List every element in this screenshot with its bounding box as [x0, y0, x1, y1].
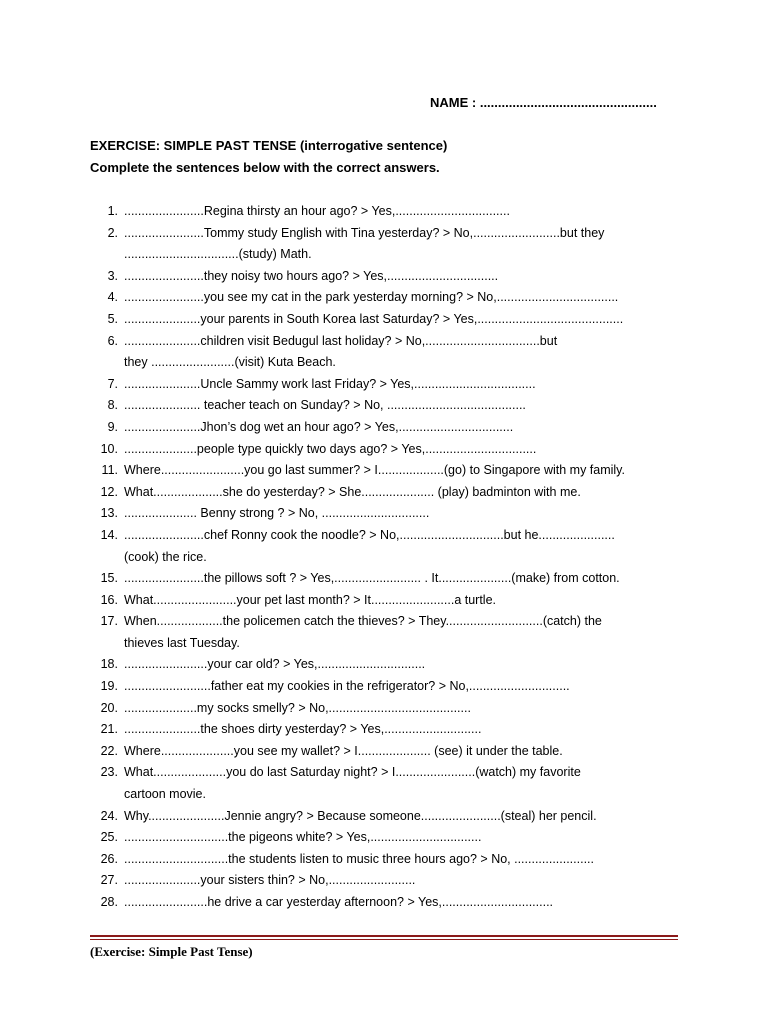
name-field-label: NAME : .................................................	[430, 95, 657, 110]
question-item	[0, 482, 768, 504]
question-item	[0, 590, 768, 612]
question-number: 16.	[100, 592, 118, 607]
question-item	[0, 698, 768, 720]
question-item	[0, 676, 768, 698]
question-item	[0, 654, 768, 676]
question-text: .......................you see my cat in the park yesterday morning? > No,...................................	[124, 290, 619, 305]
question-item	[0, 266, 768, 288]
question-item	[0, 611, 768, 654]
question-text: .........................father eat my cookies in the refrigerator? > No,.............................	[124, 679, 570, 694]
question-number: 23.	[100, 765, 118, 780]
question-item	[0, 870, 768, 892]
question-number: 1.	[107, 204, 118, 218]
question-item	[0, 849, 768, 871]
question-item	[0, 719, 768, 741]
question-number: 24.	[100, 808, 118, 823]
question-text: .......................Tommy study English with Tina yesterday? > No,.........................but they	[124, 225, 605, 240]
question-text: ......................Uncle Sammy work last Friday? > Yes,...................................	[124, 376, 536, 391]
question-text: .......................Regina thirsty an hour ago? > Yes,.................................	[124, 204, 510, 218]
question-number: 19.	[100, 679, 118, 694]
exercise-instruction: Complete the sentences below with the correct answers.	[90, 160, 440, 175]
question-text: .......................they noisy two hours ago? > Yes,................................	[124, 268, 499, 283]
question-list	[0, 201, 768, 914]
question-text: When...................the policemen catch the thieves? > They............................(catch) the	[124, 614, 602, 629]
question-text: .....................people type quickly two days ago? > Yes,................................	[124, 441, 537, 456]
question-text: ......................your sisters thin? > No,.........................	[124, 873, 416, 888]
question-text: Where.....................you see my wallet? > I..................... (see) it under the table.	[124, 743, 563, 758]
question-text: .......................the pillows soft ? > Yes,......................... . It.....................(make) from cotton.	[124, 571, 620, 586]
question-number: 15.	[100, 571, 118, 586]
footer-divider	[90, 935, 678, 937]
question-number: 17.	[100, 614, 118, 629]
question-number: 28.	[100, 895, 118, 909]
question-item	[0, 223, 768, 266]
question-text: .....................my socks smelly? > No,.........................................	[124, 700, 471, 715]
exercise-title: EXERCISE: SIMPLE PAST TENSE (interrogative sentence)	[90, 138, 448, 153]
question-number: 14.	[100, 527, 118, 542]
question-continuation: .................................(study) Math.	[124, 247, 312, 262]
question-number: 9.	[107, 419, 118, 434]
question-number: 2.	[107, 225, 118, 240]
question-text: ........................he drive a car yesterday afternoon? > Yes,................................	[124, 895, 554, 909]
footer-divider-thin	[90, 939, 678, 940]
question-text: ......................Jhon’s dog wet an hour ago? > Yes,.................................	[124, 419, 514, 434]
question-item	[0, 460, 768, 482]
question-number: 18.	[100, 657, 118, 672]
question-item	[0, 395, 768, 417]
question-text: ..............................the pigeons white? > Yes,................................	[124, 830, 482, 845]
question-number: 22.	[100, 743, 118, 758]
question-item	[0, 309, 768, 331]
question-number: 12.	[100, 484, 118, 499]
question-number: 10.	[100, 441, 118, 456]
question-number: 13.	[100, 506, 118, 521]
question-item	[0, 439, 768, 461]
question-text: ...................... teacher teach on Sunday? > No, ........................................	[124, 398, 526, 413]
question-continuation: thieves last Tuesday.	[124, 635, 240, 650]
question-number: 21.	[100, 722, 118, 737]
question-item	[0, 201, 768, 223]
question-text: What....................she do yesterday? > She..................... (play) badminton with me.	[124, 484, 581, 499]
question-text: ..............................the students listen to music three hours ago? > No, .......................	[124, 851, 594, 866]
question-item	[0, 806, 768, 828]
question-number: 7.	[107, 376, 118, 391]
question-item	[0, 892, 768, 914]
question-text: Why......................Jennie angry? > Because someone.......................(steal) her pencil.	[124, 808, 597, 823]
question-item	[0, 525, 768, 568]
question-item	[0, 287, 768, 309]
question-item	[0, 503, 768, 525]
question-number: 11.	[101, 463, 118, 478]
question-number: 25.	[100, 830, 118, 845]
question-item	[0, 331, 768, 374]
question-number: 27.	[100, 873, 118, 888]
question-continuation: (cook) the rice.	[124, 549, 207, 564]
question-text: What.....................you do last Saturday night? > I.......................(watch) my favorite	[124, 765, 581, 780]
question-text: What........................your pet last month? > It........................a turtle.	[124, 592, 497, 607]
question-continuation: cartoon movie.	[124, 787, 206, 802]
question-number: 4.	[107, 290, 118, 305]
question-item	[0, 827, 768, 849]
question-item	[0, 417, 768, 439]
question-text: ......................children visit Bedugul last holiday? > No,.................................but	[124, 333, 558, 348]
question-text: ........................your car old? > Yes,...............................	[124, 657, 426, 672]
question-item	[0, 374, 768, 396]
question-item	[0, 762, 768, 805]
question-text: ..................... Benny strong ? > No, ...............................	[124, 506, 430, 521]
question-number: 8.	[107, 398, 118, 413]
question-number: 5.	[107, 311, 118, 326]
question-number: 26.	[100, 851, 118, 866]
question-number: 3.	[107, 268, 118, 283]
question-text: .......................chef Ronny cook the noodle? > No,..............................but he......................	[124, 527, 615, 542]
question-text: ......................the shoes dirty yesterday? > Yes,............................	[124, 722, 482, 737]
question-number: 20.	[100, 700, 118, 715]
question-item	[0, 741, 768, 763]
question-number: 6.	[107, 333, 118, 348]
question-item	[0, 568, 768, 590]
question-continuation: they ........................(visit) Kuta Beach.	[124, 355, 336, 370]
question-text: Where........................you go last summer? > I...................(go) to Singapore with my family.	[124, 463, 625, 478]
question-text: ......................your parents in South Korea last Saturday? > Yes,..........................................	[124, 311, 624, 326]
footer-label: (Exercise: Simple Past Tense)	[90, 944, 253, 959]
